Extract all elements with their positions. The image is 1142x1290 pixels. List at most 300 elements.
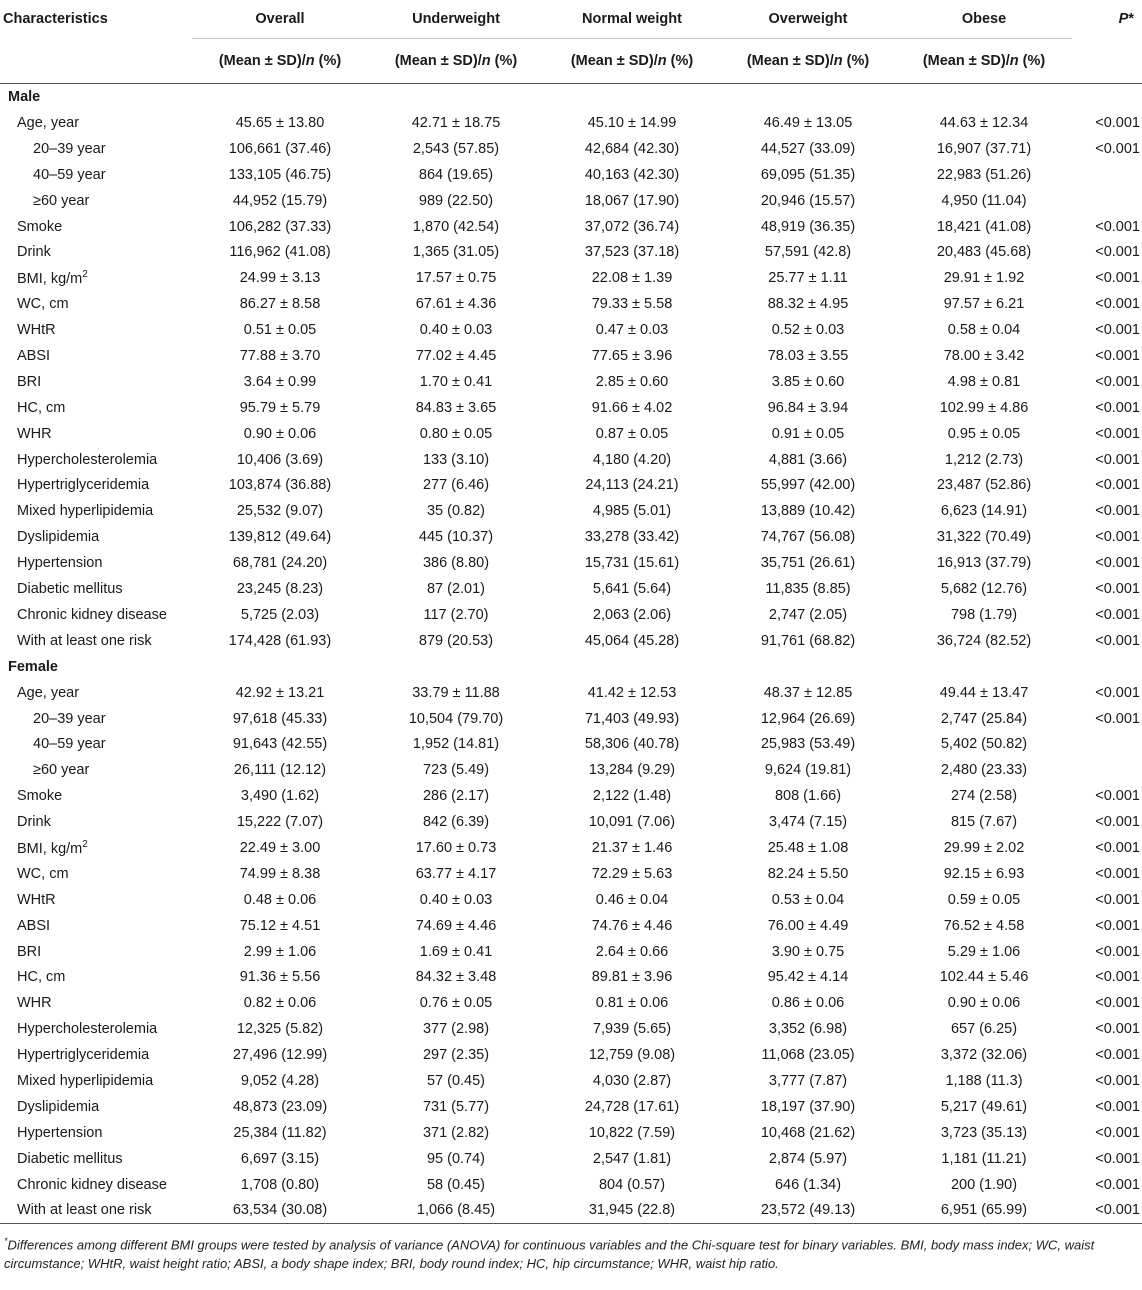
cell-overweight: 2,874 (5.97) [768,1150,848,1167]
cell-obese: 0.90 ± 0.06 [947,995,1021,1012]
cell-normal-weight: 0.47 ± 0.03 [595,322,669,339]
table-row [0,265,1142,291]
cell-p-value: <0.001 [1095,995,1140,1012]
row-label-text: Dyslipidemia [17,1098,100,1115]
cell-obese: 5,402 (50.82) [940,736,1028,753]
cell-normal-weight: 24,113 (24.21) [585,477,679,494]
cell-overall: 24.99 ± 3.13 [239,270,321,287]
group-header-underweight: Underweight [368,0,544,39]
cell-p-value [1072,757,1142,783]
cell-normal-weight: 31,945 (22.8) [544,1198,720,1224]
cell-p-value: <0.001 [1095,399,1140,416]
cell-overall: 22.49 ± 3.00 [239,839,321,856]
unit-n: n [481,53,491,69]
table-row [0,188,1142,214]
p-value-header-star: * [1128,11,1134,28]
footnote-text: Differences among different BMI groups were tested by analysis of variance (ANOVA) for continuous variables and the Chi-square test for binary variables. BMI, body mass index; WC, waist circumstance; WHtR, waist height ratio; ABSI, a body shape index; BRI, body round index; HC, hip circumstance; WHR, waist hip ratio. [4,1237,1095,1271]
cell-overweight: 11,835 (8.85) [765,580,851,597]
cell-underweight: 63.77 ± 4.17 [415,865,497,882]
p-value-header-label: P [1118,11,1129,28]
cell-overweight: 96.84 ± 3.94 [767,399,849,416]
cell-overall: 133,105 (46.75) [228,166,332,183]
cell-normal-weight: 10,091 (7.06) [588,814,676,831]
cell-normal-weight: 2.64 ± 0.66 [595,943,669,960]
cell-obese: 16,907 (37.71) [936,140,1032,157]
cell-normal-weight: 804 (0.57) [598,1176,666,1193]
row-label-text: BRI [17,373,42,390]
cell-overall: 15,222 (7.07) [236,814,324,831]
cell-p-value: <0.001 [1095,296,1140,313]
cell-normal-weight: 13,284 (9.29) [588,762,676,779]
group-header-overall: Overall [192,0,368,39]
section-title: Female [8,658,58,675]
cell-overweight: 48,919 (36.35) [760,218,856,235]
cell-normal-weight: 42,684 (42.30) [584,140,680,157]
table-row [0,524,1142,550]
cell-overall: 0.82 ± 0.06 [243,995,317,1012]
cell-obese: 5,217 (49.61) [940,1098,1028,1115]
row-label [0,939,192,965]
section-row [0,84,1142,111]
row-label [0,1042,192,1068]
cell-obese: 18,421 (41.08) [936,218,1032,235]
cell-obese: 5.29 ± 1.06 [947,943,1021,960]
row-label-text: Drink [17,814,51,831]
cell-obese: 36,724 (82.52) [936,632,1032,649]
cell-underweight: 842 (6.39) [422,814,490,831]
row-label-text: With at least one risk [17,632,152,649]
row-label-text: Hypertension [17,555,103,572]
unit-header-1 [368,39,544,84]
cell-obese: 78.00 ± 3.42 [943,347,1025,364]
row-label-text: WHtR [17,322,56,339]
cell-overweight: 55,997 (42.00) [760,477,856,494]
cell-overall: 44,952 (15.79) [232,192,328,209]
row-label-text: Smoke [17,218,63,235]
row-label [0,757,192,783]
cell-overall: 23,245 (8.23) [236,580,324,597]
row-label-text: HC, cm [17,969,66,986]
table-row [0,965,1142,991]
row-label-text: WC, cm [17,296,69,313]
unit-n: n [1009,53,1019,69]
cell-underweight: 87 (2.01) [426,580,486,597]
row-label [0,550,192,576]
row-label-text: Hypercholesterolemia [17,451,158,468]
cell-p-value [1072,731,1142,757]
table-row [0,1068,1142,1094]
cell-p-value: <0.001 [1095,788,1140,805]
cell-obese: 3,372 (32.06) [940,1047,1028,1064]
section-title: Male [8,89,41,105]
row-label-text: WC, cm [17,865,69,882]
row-label [0,1094,192,1120]
cell-overweight: 10,468 (21.62) [760,1124,856,1141]
cell-underweight: 864 (19.65) [418,166,494,183]
table-row [0,1146,1142,1172]
row-label [0,576,192,602]
cell-normal-weight: 71,403 (49.93) [584,710,680,727]
row-label-text: Hypercholesterolemia [17,1021,158,1038]
cell-normal-weight: 12,759 (9.08) [588,1047,676,1064]
table-row [0,602,1142,628]
table-row [0,136,1142,162]
cell-overweight: 48.37 ± 12.85 [763,684,853,701]
row-label-text: With at least one risk [17,1202,152,1219]
row-label-text: 40–59 year [33,166,106,183]
cell-overall: 25,532 (9.07) [236,503,324,520]
cell-overall: 0.51 ± 0.05 [243,322,317,339]
unit-post: (%) [314,53,342,69]
cell-p-value [1072,188,1142,214]
row-label-text: ≥60 year [33,192,90,209]
cell-obese: 6,623 (14.91) [940,503,1028,520]
cell-underweight: 84.83 ± 3.65 [415,399,497,416]
cell-normal-weight: 91.66 ± 4.02 [591,399,673,416]
cell-overweight: 82.24 ± 5.50 [767,865,849,882]
cell-underweight: 77.02 ± 4.45 [415,347,497,364]
row-label-text: ABSI [17,917,51,934]
unit-n: n [305,53,315,69]
cell-normal-weight: 4,985 (5.01) [592,503,672,520]
table-row [0,1120,1142,1146]
cell-p-value: <0.001 [1095,891,1140,908]
row-label-text: Hypertriglyceridemia [17,1047,150,1064]
cell-underweight: 1,870 (42.54) [412,218,500,235]
cell-overall: 91.36 ± 5.56 [239,969,321,986]
cell-underweight: 377 (2.98) [422,1021,490,1038]
cell-normal-weight: 15,731 (15.61) [584,555,680,572]
row-label [0,136,192,162]
row-label [0,835,192,861]
row-label [0,1120,192,1146]
cell-underweight: 879 (20.53) [418,632,494,649]
row-label-text: Drink [17,244,51,261]
cell-overweight: 3,777 (7.87) [768,1073,848,1089]
cell-normal-weight: 2,063 (2.06) [592,606,672,623]
cell-underweight: 386 (8.80) [422,555,490,572]
cell-obese: 815 (7.67) [950,814,1018,831]
cell-underweight: 371 (2.82) [422,1124,490,1141]
row-label [0,965,192,991]
row-label [0,291,192,317]
table-row [0,110,1142,136]
row-label-text: BRI [17,943,42,960]
row-label [0,731,192,757]
cell-p-value: <0.001 [1095,632,1140,649]
unit-pre: (Mean ± SD)/ [746,53,834,69]
cell-overall: 91,643 (42.55) [232,736,328,753]
cell-p-value: <0.001 [1095,684,1140,701]
row-label-text: Chronic kidney disease [17,606,167,623]
unit-post: (%) [666,53,694,69]
row-label [0,265,192,291]
table-footnote [0,1224,1142,1272]
cell-p-value: <0.001 [1095,1124,1140,1141]
table-row [0,472,1142,498]
table-row [0,369,1142,395]
cell-overweight: 0.91 ± 0.05 [771,425,845,442]
cell-normal-weight: 2,547 (1.81) [592,1150,672,1167]
cell-p-value: <0.001 [1095,114,1140,131]
cell-obese: 2,747 (25.84) [940,710,1028,727]
cell-overall: 0.90 ± 0.06 [243,425,317,442]
unit-header-row [0,39,1142,84]
cell-p-value: <0.001 [1095,477,1140,494]
cell-overall: 1,708 (0.80) [240,1176,320,1193]
cell-p-value: <0.001 [1095,1176,1140,1193]
cell-underweight: 1.69 ± 0.41 [419,943,493,960]
cell-overweight: 78.03 ± 3.55 [767,347,849,364]
section-row [0,654,1142,680]
cell-p-value: <0.001 [1095,555,1140,572]
cell-p-value: <0.001 [1095,580,1140,597]
row-label [0,1172,192,1198]
row-label [0,498,192,524]
cell-normal-weight: 21.37 ± 1.46 [591,839,673,856]
unit-header-0 [192,39,368,84]
table-row [0,1172,1142,1198]
cell-normal-weight: 7,939 (5.65) [592,1021,672,1038]
row-label [0,343,192,369]
cell-overweight: 88.32 ± 4.95 [767,296,849,313]
row-label-superscript: 2 [82,839,88,851]
cell-obese: 0.59 ± 0.05 [947,891,1021,908]
cell-underweight: 10,504 (79.70) [408,710,504,727]
row-label-text: 20–39 year [33,710,106,727]
cell-p-value: <0.001 [1095,1150,1140,1167]
cell-overweight: 57,591 (42.8) [764,244,852,261]
cell-p-value [1072,162,1142,188]
row-label-text: WHtR [17,891,56,908]
table-row [0,343,1142,369]
cell-obese: 97.57 ± 6.21 [943,296,1025,313]
unit-n: n [833,53,843,69]
row-label-text: ≥60 year [33,762,90,779]
cell-normal-weight: 4,180 (4.20) [592,451,672,468]
cell-underweight: 1.70 ± 0.41 [419,373,493,390]
table-row [0,1094,1142,1120]
cell-overall: 48,873 (23.09) [232,1098,328,1115]
unit-post: (%) [490,53,518,69]
row-label-text: Diabetic mellitus [17,1150,123,1167]
cell-obese: 29.91 ± 1.92 [943,270,1025,287]
cell-underweight: 57 (0.45) [426,1073,486,1089]
cell-normal-weight: 18,067 (17.90) [584,192,680,209]
cell-obese: 0.95 ± 0.05 [947,425,1021,442]
row-label [0,524,192,550]
row-label [0,809,192,835]
cell-underweight: 1,952 (14.81) [412,736,500,753]
cell-overweight: 25.48 ± 1.08 [767,839,849,856]
cell-normal-weight: 5,641 (5.64) [592,580,672,597]
cell-underweight: 297 (2.35) [422,1047,490,1064]
cell-overall: 0.48 ± 0.06 [243,891,317,908]
unit-header-p-empty [1072,39,1142,84]
cell-obese: 274 (2.58) [950,788,1018,805]
cell-underweight: 95 (0.74) [426,1150,486,1167]
cell-overweight: 3,352 (6.98) [768,1021,848,1038]
cell-p-value: <0.001 [1072,1198,1142,1224]
cell-obese: 3,723 (35.13) [940,1124,1028,1141]
row-label-text: Age, year [17,114,80,131]
table-row [0,731,1142,757]
cell-underweight: 0.40 ± 0.03 [419,891,493,908]
cell-normal-weight: 40,163 (42.30) [584,166,680,183]
row-label-text: WHR [17,425,52,442]
cell-p-value: <0.001 [1095,503,1140,520]
row-label [0,680,192,706]
table-row [0,214,1142,240]
cell-overall: 68,781 (24.20) [232,555,328,572]
cell-overall: 42.92 ± 13.21 [235,684,325,701]
cell-obese: 29.99 ± 2.02 [943,839,1025,856]
cell-overweight: 3,474 (7.15) [768,814,848,831]
cell-normal-weight: 58,306 (40.78) [584,736,680,753]
cell-p-value: <0.001 [1095,373,1140,390]
cell-obese: 31,322 (70.49) [936,529,1032,546]
table-row [0,447,1142,473]
row-label [0,447,192,473]
cell-underweight: 133 (3.10) [422,451,490,468]
table-row [0,239,1142,265]
table-row [0,706,1142,732]
cell-p-value: <0.001 [1095,322,1140,339]
row-label [0,1146,192,1172]
cell-overweight: 76.00 ± 4.49 [767,917,849,934]
cell-overall: 2.99 ± 1.06 [243,943,317,960]
cell-normal-weight: 0.81 ± 0.06 [595,995,669,1012]
cell-obese: 1,212 (2.73) [944,451,1024,468]
row-label [0,472,192,498]
row-label [0,214,192,240]
row-label-text: BMI, kg/m [17,840,83,857]
cell-overall: 106,661 (37.46) [228,140,332,157]
unit-post: (%) [1018,53,1046,69]
cell-underweight: 58 (0.45) [426,1176,486,1193]
table-row [0,395,1142,421]
table-row [0,576,1142,602]
cell-obese: 44.63 ± 12.34 [939,114,1029,131]
cell-obese: 76.52 ± 4.58 [943,917,1025,934]
cell-overweight: 0.53 ± 0.04 [771,891,845,908]
cell-normal-weight: 79.33 ± 5.58 [591,296,673,313]
table-row [0,1016,1142,1042]
cell-p-value: <0.001 [1095,606,1140,623]
cell-overall: 27,496 (12.99) [232,1047,328,1064]
row-label-text: Diabetic mellitus [17,580,123,597]
cell-obese: 5,682 (12.76) [940,580,1028,597]
cell-overweight: 44,527 (33.09) [760,140,856,157]
cell-p-value: <0.001 [1095,425,1140,442]
unit-header-3 [720,39,896,84]
cell-underweight: 17.57 ± 0.75 [415,270,497,287]
table-row [0,990,1142,1016]
cell-normal-weight: 2.85 ± 0.60 [595,373,669,390]
cell-overweight: 3.85 ± 0.60 [771,373,845,390]
row-label-text: Age, year [17,684,80,701]
cell-obese: 4.98 ± 0.81 [947,373,1021,390]
cell-obese: 798 (1.79) [950,606,1018,623]
cell-normal-weight: 45.10 ± 14.99 [587,114,677,131]
cell-p-value: <0.001 [1095,347,1140,364]
cell-underweight: 42.71 ± 18.75 [411,114,501,131]
cell-p-value: <0.001 [1095,140,1140,157]
row-label-text: WHR [17,995,52,1012]
cell-p-value: <0.001 [1095,710,1140,727]
cell-overall: 26,111 (12.12) [233,762,327,779]
cell-overweight: 95.42 ± 4.14 [767,969,849,986]
row-label [0,239,192,265]
cell-underweight: 0.80 ± 0.05 [419,425,493,442]
cell-overall: 116,962 (41.08) [229,244,331,261]
cell-underweight: 33.79 ± 11.88 [412,684,500,701]
row-label-text: Dyslipidemia [17,529,100,546]
cell-p-value: <0.001 [1095,529,1140,546]
cell-p-value: <0.001 [1095,1047,1140,1064]
group-header-obese: Obese [896,0,1072,39]
cell-p-value: <0.001 [1095,270,1140,287]
cell-overweight: 4,881 (3.66) [768,451,848,468]
cell-normal-weight: 0.87 ± 0.05 [595,425,669,442]
cell-p-value: <0.001 [1095,969,1140,986]
cell-underweight: 74.69 ± 4.46 [415,917,497,934]
table-row [0,835,1142,861]
cell-obese: 200 (1.90) [950,1176,1018,1193]
cell-p-value: <0.001 [1095,1021,1140,1038]
row-label-text: Smoke [17,788,63,805]
cell-overall: 77.88 ± 3.70 [239,347,321,364]
cell-p-value: <0.001 [1095,1098,1140,1115]
cell-underweight: 723 (5.49) [422,762,490,779]
cell-overall: 9,052 (4.28) [240,1073,320,1089]
cell-overall: 63,534 (30.08) [192,1198,368,1224]
unit-header-empty [0,39,192,84]
cell-overall: 75.12 ± 4.51 [239,917,321,934]
table-row [0,317,1142,343]
cell-obese: 92.15 ± 6.93 [943,865,1025,882]
table-row [0,421,1142,447]
cell-overweight: 13,889 (10.42) [760,503,856,520]
cell-underweight: 989 (22.50) [418,192,494,209]
p-value-header [1072,0,1142,39]
cell-underweight: 84.32 ± 3.48 [415,969,497,986]
cell-p-value: <0.001 [1095,1073,1140,1089]
cell-overall: 95.79 ± 5.79 [239,399,321,416]
cell-normal-weight: 0.46 ± 0.04 [595,891,669,908]
cell-p-value: <0.001 [1095,814,1140,831]
cell-overweight: 25.77 ± 1.11 [768,270,848,287]
table-row [0,550,1142,576]
cell-overweight: 2,747 (2.05) [768,606,848,623]
row-label [0,990,192,1016]
table-row [0,1042,1142,1068]
cell-p-value: <0.001 [1095,865,1140,882]
row-label-text: HC, cm [17,399,66,416]
table-row [0,757,1142,783]
cell-overweight: 69,095 (51.35) [760,166,856,183]
cell-obese: 6,951 (65.99) [896,1198,1072,1224]
cell-normal-weight: 45,064 (45.28) [584,632,680,649]
table-row [0,887,1142,913]
cell-normal-weight: 89.81 ± 3.96 [591,969,673,986]
unit-pre: (Mean ± SD)/ [394,53,482,69]
cell-overall: 174,428 (61.93) [228,632,332,649]
row-label [0,162,192,188]
row-label [0,1068,192,1094]
cell-underweight: 277 (6.46) [422,477,490,494]
cell-overweight: 74,767 (56.08) [760,529,856,546]
